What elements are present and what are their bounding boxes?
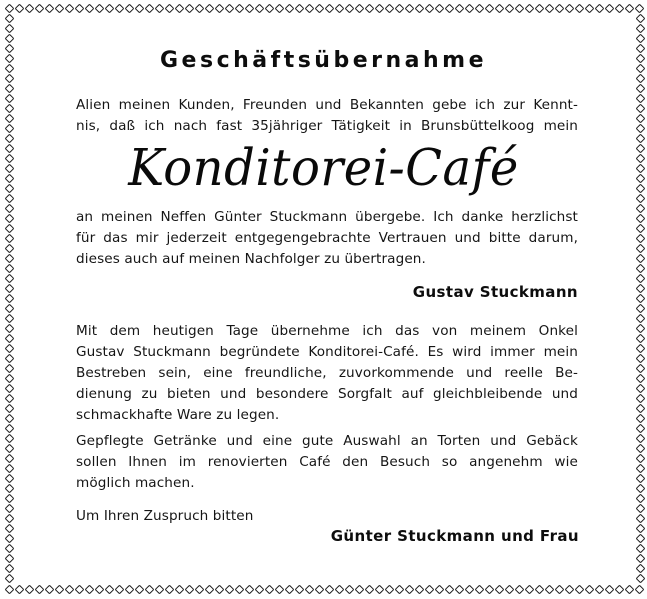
diamond-ornament-icon bbox=[145, 4, 155, 14]
diamond-ornament-icon bbox=[5, 264, 15, 274]
border-bottom bbox=[6, 586, 643, 593]
diamond-ornament-icon bbox=[365, 585, 375, 595]
diamond-ornament-icon bbox=[636, 574, 646, 584]
diamond-ornament-icon bbox=[205, 4, 215, 14]
diamond-ornament-icon bbox=[485, 585, 495, 595]
diamond-ornament-icon bbox=[5, 494, 15, 504]
diamond-ornament-icon bbox=[636, 294, 646, 304]
diamond-ornament-icon bbox=[636, 354, 646, 364]
diamond-ornament-icon bbox=[265, 585, 275, 595]
diamond-ornament-icon bbox=[85, 585, 95, 595]
diamond-ornament-icon bbox=[345, 4, 355, 14]
diamond-ornament-icon bbox=[5, 94, 15, 104]
diamond-ornament-icon bbox=[135, 4, 145, 14]
diamond-ornament-icon bbox=[636, 404, 646, 414]
diamond-ornament-icon bbox=[425, 4, 435, 14]
diamond-ornament-icon bbox=[625, 4, 635, 14]
diamond-ornament-icon bbox=[636, 524, 646, 534]
diamond-ornament-icon bbox=[636, 464, 646, 474]
diamond-ornament-icon bbox=[545, 585, 555, 595]
diamond-ornament-icon bbox=[5, 24, 15, 34]
signature-gustav: Gustav Stuckmann bbox=[412, 283, 578, 301]
diamond-ornament-icon bbox=[85, 4, 95, 14]
diamond-ornament-icon bbox=[255, 585, 265, 595]
diamond-ornament-icon bbox=[285, 585, 295, 595]
diamond-ornament-icon bbox=[335, 4, 345, 14]
diamond-ornament-icon bbox=[215, 585, 225, 595]
diamond-ornament-icon bbox=[636, 104, 646, 114]
diamond-ornament-icon bbox=[275, 4, 285, 14]
diamond-ornament-icon bbox=[636, 534, 646, 544]
diamond-ornament-icon bbox=[355, 585, 365, 595]
diamond-ornament-icon bbox=[15, 585, 25, 595]
intro-line: Alien meinen Kunden, Freunden und Bekannten gebe ich zur Kennt- bbox=[76, 97, 578, 113]
diamond-ornament-icon bbox=[185, 585, 195, 595]
border-left bbox=[6, 15, 13, 582]
takeover-line: Bestreben sein, eine freundliche, zuvorkommende und reelle Be- bbox=[76, 365, 578, 381]
takeover-line: Gustav Stuckmann begründete Konditorei-Café. Es wird immer mein bbox=[76, 344, 578, 360]
diamond-ornament-icon bbox=[295, 4, 305, 14]
diamond-ornament-icon bbox=[636, 554, 646, 564]
closing-line bbox=[76, 506, 578, 527]
diamond-ornament-icon bbox=[5, 554, 15, 564]
diamond-ornament-icon bbox=[636, 304, 646, 314]
diamond-ornament-icon bbox=[485, 4, 495, 14]
diamond-ornament-icon bbox=[565, 4, 575, 14]
diamond-ornament-icon bbox=[315, 585, 325, 595]
diamond-ornament-icon bbox=[545, 4, 555, 14]
diamond-ornament-icon bbox=[495, 585, 505, 595]
diamond-ornament-icon bbox=[636, 454, 646, 464]
diamond-ornament-icon bbox=[5, 214, 15, 224]
diamond-ornament-icon bbox=[25, 585, 35, 595]
diamond-ornament-icon bbox=[185, 4, 195, 14]
diamond-ornament-icon bbox=[205, 585, 215, 595]
diamond-ornament-icon bbox=[465, 585, 475, 595]
handover-line: an meinen Neffen Günter Stuckmann übergebe. Ich danke herzlichst bbox=[76, 209, 578, 225]
diamond-ornament-icon bbox=[5, 504, 15, 514]
diamond-ornament-icon bbox=[105, 4, 115, 14]
diamond-ornament-icon bbox=[25, 4, 35, 14]
diamond-ornament-icon bbox=[245, 585, 255, 595]
diamond-ornament-icon bbox=[5, 534, 15, 544]
diamond-ornament-icon bbox=[35, 585, 45, 595]
diamond-ornament-icon bbox=[215, 4, 225, 14]
diamond-ornament-icon bbox=[636, 274, 646, 284]
diamond-ornament-icon bbox=[45, 585, 55, 595]
diamond-ornament-icon bbox=[636, 424, 646, 434]
diamond-ornament-icon bbox=[435, 585, 445, 595]
diamond-ornament-icon bbox=[636, 124, 646, 134]
diamond-ornament-icon bbox=[5, 414, 15, 424]
diamond-ornament-icon bbox=[5, 344, 15, 354]
diamond-ornament-icon bbox=[305, 4, 315, 14]
diamond-ornament-icon bbox=[636, 94, 646, 104]
diamond-ornament-icon bbox=[636, 474, 646, 484]
diamond-ornament-icon bbox=[636, 334, 646, 344]
diamond-ornament-icon bbox=[395, 4, 405, 14]
diamond-ornament-icon bbox=[55, 4, 65, 14]
diamond-ornament-icon bbox=[145, 585, 155, 595]
diamond-ornament-icon bbox=[135, 585, 145, 595]
diamond-ornament-icon bbox=[636, 204, 646, 214]
diamond-ornament-icon bbox=[535, 585, 545, 595]
diamond-ornament-icon bbox=[455, 4, 465, 14]
diamond-ornament-icon bbox=[165, 4, 175, 14]
diamond-ornament-icon bbox=[636, 374, 646, 384]
diamond-ornament-icon bbox=[636, 74, 646, 84]
diamond-ornament-icon bbox=[45, 4, 55, 14]
diamond-ornament-icon bbox=[5, 564, 15, 574]
diamond-ornament-icon bbox=[625, 585, 635, 595]
diamond-ornament-icon bbox=[405, 4, 415, 14]
diamond-ornament-icon bbox=[5, 384, 15, 394]
diamond-ornament-icon bbox=[515, 585, 525, 595]
closing-text: Um Ihren Zuspruch bitten bbox=[76, 508, 254, 524]
diamond-ornament-icon bbox=[325, 4, 335, 14]
diamond-ornament-icon bbox=[575, 4, 585, 14]
intro-paragraph bbox=[76, 95, 578, 137]
diamond-ornament-icon bbox=[636, 414, 646, 424]
diamond-ornament-icon bbox=[555, 585, 565, 595]
diamond-ornament-icon bbox=[5, 114, 15, 124]
diamond-ornament-icon bbox=[635, 585, 645, 595]
diamond-ornament-icon bbox=[5, 454, 15, 464]
diamond-ornament-icon bbox=[125, 585, 135, 595]
diamond-ornament-icon bbox=[225, 585, 235, 595]
diamond-ornament-icon bbox=[636, 384, 646, 394]
diamond-ornament-icon bbox=[175, 4, 185, 14]
handover-paragraph bbox=[76, 207, 578, 270]
diamond-ornament-icon bbox=[636, 14, 646, 24]
diamond-ornament-icon bbox=[95, 4, 105, 14]
diamond-ornament-icon bbox=[636, 84, 646, 94]
diamond-ornament-icon bbox=[636, 564, 646, 574]
diamond-ornament-icon bbox=[195, 585, 205, 595]
takeover-line: dienung zu bieten und besondere Sorgfalt auf gleichbleibende und bbox=[76, 386, 578, 402]
diamond-ornament-icon bbox=[255, 4, 265, 14]
diamond-ornament-icon bbox=[595, 4, 605, 14]
diamond-ornament-icon bbox=[65, 585, 75, 595]
diamond-ornament-icon bbox=[5, 274, 15, 284]
diamond-ornament-icon bbox=[15, 4, 25, 14]
diamond-ornament-icon bbox=[405, 585, 415, 595]
diamond-ornament-icon bbox=[636, 364, 646, 374]
diamond-ornament-icon bbox=[225, 4, 235, 14]
business-name: Konditorei-Café bbox=[128, 138, 519, 198]
diamond-ornament-icon bbox=[325, 585, 335, 595]
diamond-ornament-icon bbox=[375, 4, 385, 14]
diamond-ornament-icon bbox=[636, 394, 646, 404]
diamond-ornament-icon bbox=[605, 585, 615, 595]
diamond-ornament-icon bbox=[636, 254, 646, 264]
handover-line: für das mir jederzeit entgegengebrachte Vertrauen und bitte darum, bbox=[76, 230, 578, 246]
diamond-ornament-icon bbox=[495, 4, 505, 14]
diamond-ornament-icon bbox=[636, 114, 646, 124]
diamond-ornament-icon bbox=[345, 585, 355, 595]
offer-paragraph bbox=[76, 431, 578, 494]
diamond-ornament-icon bbox=[505, 4, 515, 14]
diamond-ornament-icon bbox=[525, 585, 535, 595]
diamond-ornament-icon bbox=[5, 404, 15, 414]
diamond-ornament-icon bbox=[636, 324, 646, 334]
diamond-ornament-icon bbox=[375, 585, 385, 595]
diamond-ornament-icon bbox=[636, 494, 646, 504]
diamond-ornament-icon bbox=[385, 4, 395, 14]
diamond-ornament-icon bbox=[115, 4, 125, 14]
diamond-ornament-icon bbox=[5, 334, 15, 344]
diamond-ornament-icon bbox=[615, 585, 625, 595]
diamond-ornament-icon bbox=[5, 324, 15, 334]
diamond-ornament-icon bbox=[5, 444, 15, 454]
diamond-ornament-icon bbox=[5, 364, 15, 374]
diamond-ornament-icon bbox=[636, 544, 646, 554]
diamond-ornament-icon bbox=[615, 4, 625, 14]
diamond-ornament-icon bbox=[5, 284, 15, 294]
diamond-ornament-icon bbox=[535, 4, 545, 14]
diamond-ornament-icon bbox=[155, 585, 165, 595]
diamond-ornament-icon bbox=[465, 4, 475, 14]
diamond-ornament-icon bbox=[5, 524, 15, 534]
diamond-ornament-icon bbox=[636, 214, 646, 224]
diamond-ornament-icon bbox=[5, 354, 15, 364]
diamond-ornament-icon bbox=[636, 244, 646, 254]
handover-line: dieses auch auf meinen Nachfolger zu übertragen. bbox=[76, 251, 426, 267]
border-right bbox=[637, 15, 644, 582]
diamond-ornament-icon bbox=[475, 585, 485, 595]
diamond-ornament-icon bbox=[636, 344, 646, 354]
diamond-ornament-icon bbox=[5, 14, 15, 24]
diamond-ornament-icon bbox=[125, 4, 135, 14]
diamond-ornament-icon bbox=[575, 585, 585, 595]
diamond-ornament-icon bbox=[315, 4, 325, 14]
diamond-ornament-icon bbox=[636, 444, 646, 454]
diamond-ornament-icon bbox=[5, 394, 15, 404]
takeover-paragraph bbox=[76, 321, 578, 426]
diamond-ornament-icon bbox=[5, 464, 15, 474]
diamond-ornament-icon bbox=[415, 585, 425, 595]
diamond-ornament-icon bbox=[105, 585, 115, 595]
diamond-ornament-icon bbox=[5, 314, 15, 324]
diamond-ornament-icon bbox=[5, 4, 15, 14]
offer-line: möglich machen. bbox=[76, 475, 195, 491]
diamond-ornament-icon bbox=[636, 434, 646, 444]
offer-line: sollen Ihnen im renovierten Café den Besuch so angenehm wie bbox=[76, 454, 578, 470]
diamond-ornament-icon bbox=[175, 585, 185, 595]
diamond-ornament-icon bbox=[5, 585, 15, 595]
diamond-ornament-icon bbox=[5, 204, 15, 214]
diamond-ornament-icon bbox=[75, 585, 85, 595]
diamond-ornament-icon bbox=[165, 585, 175, 595]
diamond-ornament-icon bbox=[5, 254, 15, 264]
diamond-ornament-icon bbox=[95, 585, 105, 595]
diamond-ornament-icon bbox=[195, 4, 205, 14]
diamond-ornament-icon bbox=[115, 585, 125, 595]
diamond-ornament-icon bbox=[435, 4, 445, 14]
diamond-ornament-icon bbox=[5, 374, 15, 384]
diamond-ornament-icon bbox=[585, 4, 595, 14]
diamond-ornament-icon bbox=[445, 585, 455, 595]
intro-line: nis, daß ich nach fast 35jähriger Tätigkeit in Brunsbüttelkoog mein bbox=[76, 118, 578, 134]
offer-line: Gepflegte Getränke und eine gute Auswahl an Torten und Gebäck bbox=[76, 433, 578, 449]
diamond-ornament-icon bbox=[265, 4, 275, 14]
takeover-line: Mit dem heutigen Tage übernehme ich das von meinem Onkel bbox=[76, 323, 578, 339]
diamond-ornament-icon bbox=[636, 224, 646, 234]
diamond-ornament-icon bbox=[365, 4, 375, 14]
diamond-ornament-icon bbox=[235, 4, 245, 14]
diamond-ornament-icon bbox=[235, 585, 245, 595]
diamond-ornament-icon bbox=[5, 574, 15, 584]
headline: Geschäftsübernahme bbox=[160, 48, 487, 73]
diamond-ornament-icon bbox=[5, 424, 15, 434]
diamond-ornament-icon bbox=[636, 514, 646, 524]
diamond-ornament-icon bbox=[295, 585, 305, 595]
diamond-ornament-icon bbox=[5, 234, 15, 244]
diamond-ornament-icon bbox=[385, 585, 395, 595]
diamond-ornament-icon bbox=[155, 4, 165, 14]
diamond-ornament-icon bbox=[5, 484, 15, 494]
diamond-ornament-icon bbox=[445, 4, 455, 14]
diamond-ornament-icon bbox=[636, 484, 646, 494]
diamond-ornament-icon bbox=[5, 294, 15, 304]
diamond-ornament-icon bbox=[636, 314, 646, 324]
diamond-ornament-icon bbox=[636, 284, 646, 294]
diamond-ornament-icon bbox=[5, 514, 15, 524]
diamond-ornament-icon bbox=[636, 504, 646, 514]
diamond-ornament-icon bbox=[415, 4, 425, 14]
diamond-ornament-icon bbox=[5, 434, 15, 444]
diamond-ornament-icon bbox=[5, 244, 15, 254]
diamond-ornament-icon bbox=[75, 4, 85, 14]
takeover-line: schmackhafte Ware zu legen. bbox=[76, 407, 280, 423]
diamond-ornament-icon bbox=[55, 585, 65, 595]
diamond-ornament-icon bbox=[5, 304, 15, 314]
diamond-ornament-icon bbox=[355, 4, 365, 14]
diamond-ornament-icon bbox=[585, 585, 595, 595]
diamond-ornament-icon bbox=[636, 264, 646, 274]
diamond-ornament-icon bbox=[515, 4, 525, 14]
diamond-ornament-icon bbox=[455, 585, 465, 595]
diamond-ornament-icon bbox=[555, 4, 565, 14]
diamond-ornament-icon bbox=[565, 585, 575, 595]
diamond-ornament-icon bbox=[245, 4, 255, 14]
diamond-ornament-icon bbox=[636, 234, 646, 244]
diamond-ornament-icon bbox=[395, 585, 405, 595]
diamond-ornament-icon bbox=[35, 4, 45, 14]
diamond-ornament-icon bbox=[5, 84, 15, 94]
diamond-ornament-icon bbox=[335, 585, 345, 595]
diamond-ornament-icon bbox=[425, 585, 435, 595]
signature-guenter: Günter Stuckmann und Frau bbox=[330, 527, 579, 545]
diamond-ornament-icon bbox=[605, 4, 615, 14]
diamond-ornament-icon bbox=[635, 4, 645, 14]
diamond-ornament-icon bbox=[5, 544, 15, 554]
diamond-ornament-icon bbox=[636, 24, 646, 34]
diamond-ornament-icon bbox=[505, 585, 515, 595]
diamond-ornament-icon bbox=[636, 34, 646, 44]
diamond-ornament-icon bbox=[475, 4, 485, 14]
diamond-ornament-icon bbox=[305, 585, 315, 595]
diamond-ornament-icon bbox=[5, 474, 15, 484]
diamond-ornament-icon bbox=[65, 4, 75, 14]
diamond-ornament-icon bbox=[5, 124, 15, 134]
diamond-ornament-icon bbox=[5, 74, 15, 84]
diamond-ornament-icon bbox=[285, 4, 295, 14]
diamond-ornament-icon bbox=[5, 224, 15, 234]
diamond-ornament-icon bbox=[5, 104, 15, 114]
diamond-ornament-icon bbox=[525, 4, 535, 14]
diamond-ornament-icon bbox=[5, 34, 15, 44]
diamond-ornament-icon bbox=[595, 585, 605, 595]
border-top bbox=[6, 5, 643, 12]
diamond-ornament-icon bbox=[275, 585, 285, 595]
